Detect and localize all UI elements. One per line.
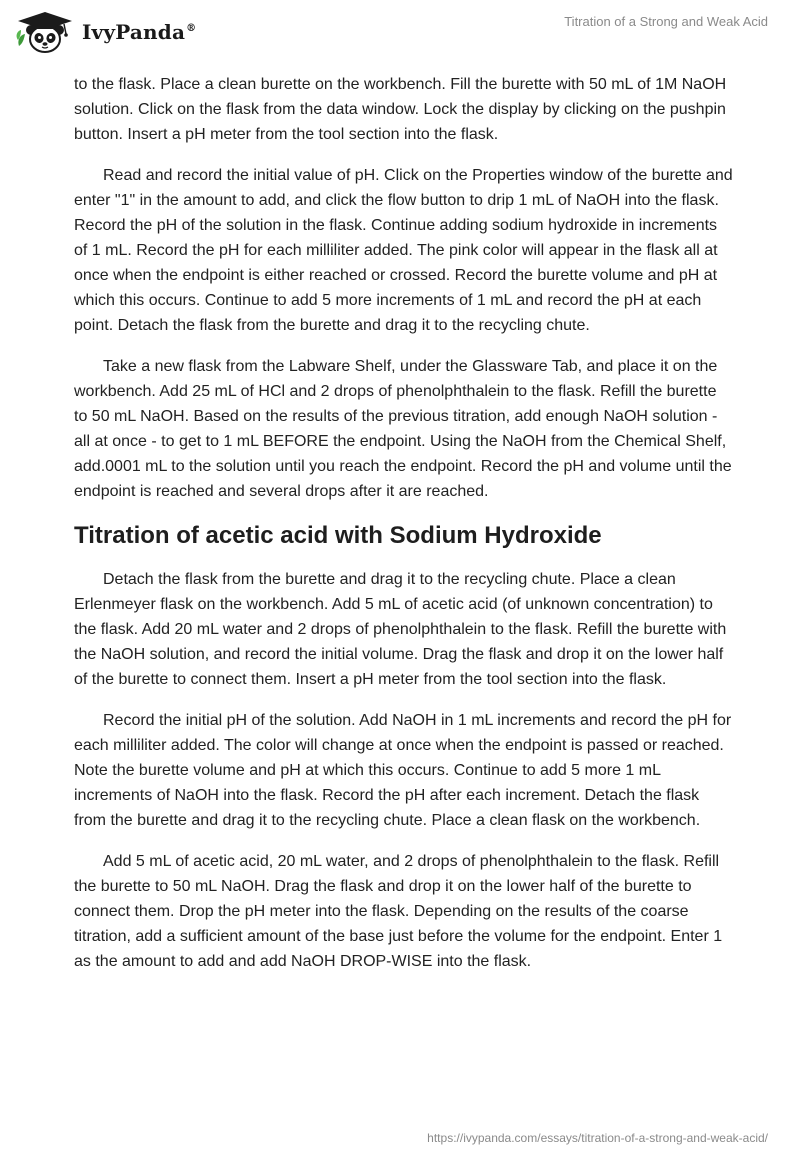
registered-mark: ® [186, 23, 197, 35]
paragraph: Take a new flask from the Labware Shelf, under the Glassware Tab, and place it on the workbench. Add 25 mL of HCl and 2 drops of phenolphthalein to the flask. Refill the burette to 50 mL NaOH. Based on the results of the previous titration, add enough NaOH solution - all at once - to get to 1 mL BEFORE the endpoint. Using the NaOH from the Chemical Shelf, add.0001 mL to the solution until you reach the endpoint. Record the pH and volume until the endpoint is reached and several drops after it are reached. [74, 358, 732, 500]
source-url[interactable]: https://ivypanda.com/essays/titration-of-a-strong-and-weak-acid/ [427, 1131, 768, 1145]
paragraph: to the flask. Place a clean burette on the workbench. Fill the burette with 50 mL of 1M NaOH solution. Click on the flask from the data window. Lock the display by clicking on the pushpin button. Insert a pH meter from the tool section into the flask. [74, 76, 727, 143]
paragraph: Add 5 mL of acetic acid, 20 mL water, and 2 drops of phenolphthalein to the flask. Refill the burette to 50 mL NaOH. Drag the flask and drop it on the lower half of the burette to connect them. Drop the pH meter into the flask. Depending on the results of the coarse titration, add a sufficient amount of the base just before the volume for the endpoint. Enter 1 as the amount to add and add NaOH DROP-WISE into the flask. [74, 853, 723, 970]
panda-graduate-icon [14, 10, 76, 54]
section-heading: Titration of acetic acid with Sodium Hydroxide [74, 522, 602, 549]
essay-body [74, 72, 734, 990]
document-title: Titration of a Strong and Weak Acid [564, 14, 768, 29]
paragraph: Record the initial pH of the solution. Add NaOH in 1 mL increments and record the pH for each milliliter added. The color will change at once when the endpoint is passed or reached. Note the burette volume and pH at which this occurs. Continue to add 5 more 1 mL increments of NaOH into the flask. Record the pH after each increment. Detach the flask from the burette and drag it to the recycling chute. Place a clean flask on the workbench. [74, 712, 732, 829]
brand-name: IvyPanda® [82, 20, 197, 44]
page-header [0, 0, 800, 70]
paragraph: Detach the flask from the burette and drag it to the recycling chute. Place a clean Erlenmeyer flask on the workbench. Add 5 mL of acetic acid (of unknown concentration) to the flask. Add 20 mL water and 2 drops of phenolphthalein to the flask. Refill the burette with the NaOH solution, and record the initial volume. Drag the flask and drop it on the lower half of the burette to connect them. Insert a pH meter from the tool section into the flask. [74, 571, 727, 688]
paragraph: Read and record the initial value of pH. Click on the Properties window of the burette and enter "1" in the amount to add, and click the flow button to drip 1 mL of NaOH into the flask. Record the pH of the solution in the flask. Continue adding sodium hydroxide in increments of 1 mL. Record the pH for each milliliter added. The pink color will appear in the flask all at once when the endpoint is either reached or crossed. Record the burette volume and pH at which this occurs. Continue to add 5 more increments of 1 mL and record the pH at each point. Detach the flask from the burette and drag it to the recycling chute. [74, 167, 733, 334]
brand-logo[interactable] [14, 10, 196, 54]
